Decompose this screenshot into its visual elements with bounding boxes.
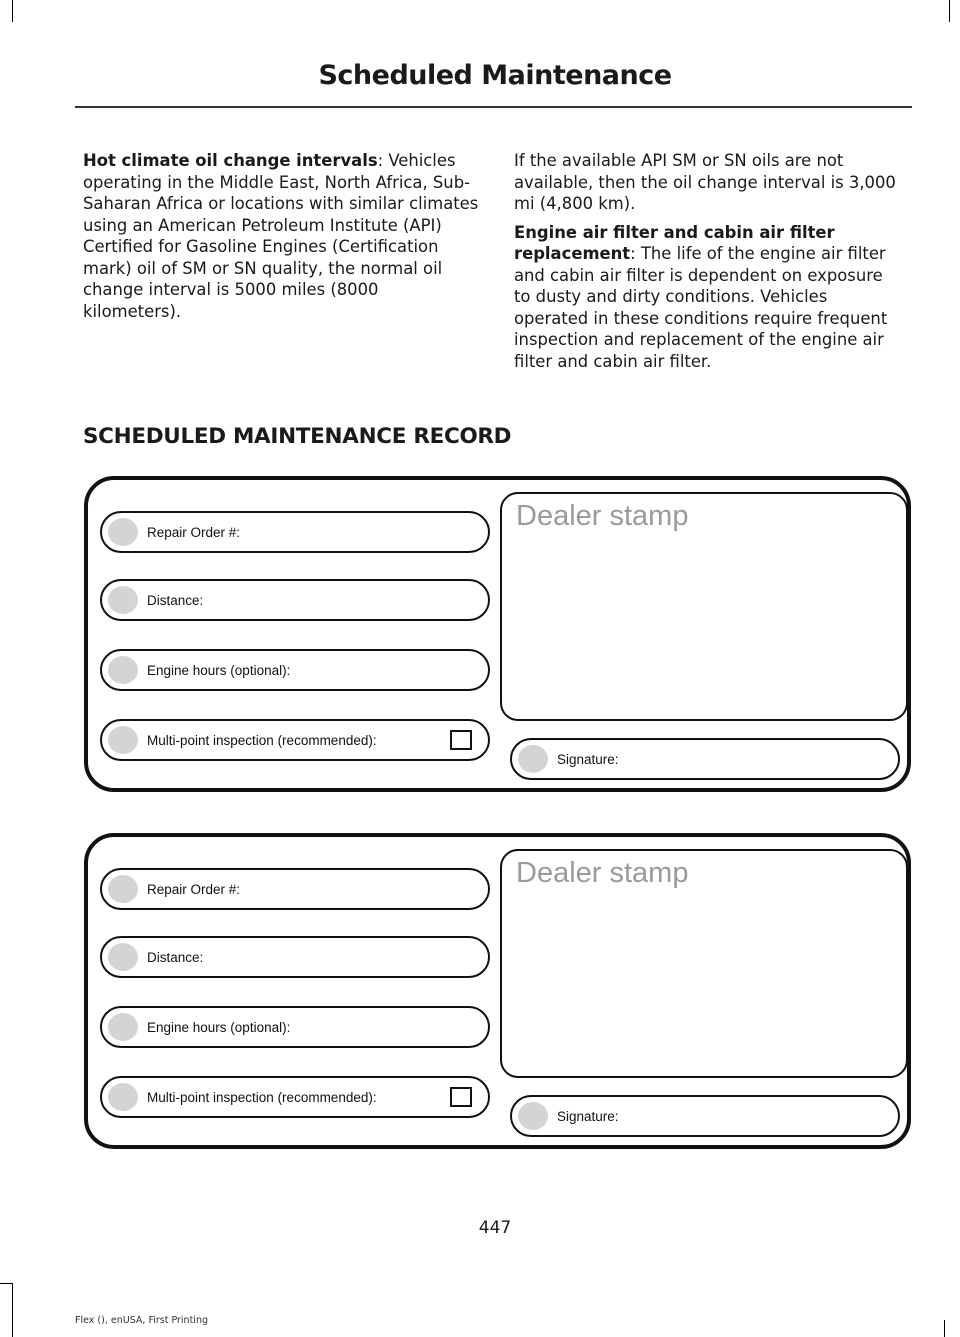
oil-availability-paragraph: If the available API SM or SN oils are not available, then the oil change interval is 3,000 mi (4,800 km). xyxy=(514,151,896,213)
crop-mark-bottom-left xyxy=(12,1283,13,1337)
distance-field[interactable] xyxy=(100,579,490,621)
crop-mark-bottom-right xyxy=(944,1320,945,1337)
repair-order-label: Repair Order #: xyxy=(147,882,241,897)
inspection-field[interactable] xyxy=(100,1076,490,1118)
crop-mark-top-right xyxy=(949,0,950,22)
page-number: 447 xyxy=(478,1218,512,1238)
field-marker-icon xyxy=(108,875,138,903)
repair-order-field[interactable] xyxy=(100,511,490,553)
field-marker-icon xyxy=(108,1013,138,1041)
field-marker-icon xyxy=(518,745,548,773)
signature-field[interactable] xyxy=(510,1095,900,1137)
right-column xyxy=(514,150,896,372)
distance-field[interactable] xyxy=(100,936,490,978)
section-heading: SCHEDULED MAINTENANCE RECORD xyxy=(83,424,512,449)
field-marker-icon xyxy=(108,518,138,546)
signature-field[interactable] xyxy=(510,738,900,780)
field-marker-icon xyxy=(108,943,138,971)
field-marker-icon xyxy=(108,656,138,684)
inspection-checkbox[interactable] xyxy=(450,1087,472,1107)
engine-hours-field[interactable] xyxy=(100,1006,490,1048)
hot-climate-text: : Vehicles operating in the Middle East, North Africa, Sub-Saharan Africa or locations with similar climates using an American Petroleum Institute (API) Certified for Gasoline Engines (Certification mark) oil of SM or SN quality, the normal oil change interval is 5000 miles (8000 kilometers). xyxy=(83,151,479,321)
inspection-checkbox[interactable] xyxy=(450,730,472,750)
distance-label: Distance: xyxy=(147,593,204,608)
hot-climate-paragraph xyxy=(83,150,481,322)
footer-text: Flex (), enUSA, First Printing xyxy=(75,1315,208,1326)
inspection-label: Multi-point inspection (recommended): xyxy=(147,1090,377,1105)
signature-label: Signature: xyxy=(557,752,619,767)
maintenance-record-card xyxy=(84,833,911,1149)
air-filter-heading: Engine air filter and cabin air filter replacement xyxy=(514,222,835,263)
air-filter-text: : The life of the engine air filter and cabin air filter is dependent on exposure to dusty and dirty conditions. Vehicles operated in these conditions require frequent inspection and replacement of the engine air filter and cabin air filter. xyxy=(514,244,888,371)
maintenance-record-card xyxy=(84,476,911,792)
field-marker-icon xyxy=(518,1102,548,1130)
page-title: Scheduled Maintenance xyxy=(318,60,672,91)
inspection-label: Multi-point inspection (recommended): xyxy=(147,733,377,748)
dealer-stamp-box xyxy=(500,492,908,721)
air-filter-paragraph xyxy=(514,222,896,373)
engine-hours-label: Engine hours (optional): xyxy=(147,1020,291,1035)
inspection-field[interactable] xyxy=(100,719,490,761)
repair-order-label: Repair Order #: xyxy=(147,525,241,540)
engine-hours-field[interactable] xyxy=(100,649,490,691)
distance-label: Distance: xyxy=(147,950,204,965)
title-rule xyxy=(75,106,912,108)
dealer-stamp-label: Dealer stamp xyxy=(516,857,689,889)
repair-order-field[interactable] xyxy=(100,868,490,910)
left-column xyxy=(83,150,481,322)
dealer-stamp-box xyxy=(500,849,908,1078)
field-marker-icon xyxy=(108,586,138,614)
crop-mark-bottom-left-h xyxy=(0,1283,12,1284)
crop-mark-top-left xyxy=(12,0,13,22)
engine-hours-label: Engine hours (optional): xyxy=(147,663,291,678)
dealer-stamp-label: Dealer stamp xyxy=(516,500,689,532)
signature-label: Signature: xyxy=(557,1109,619,1124)
field-marker-icon xyxy=(108,1083,138,1111)
field-marker-icon xyxy=(108,726,138,754)
hot-climate-heading: Hot climate oil change intervals xyxy=(83,151,378,170)
